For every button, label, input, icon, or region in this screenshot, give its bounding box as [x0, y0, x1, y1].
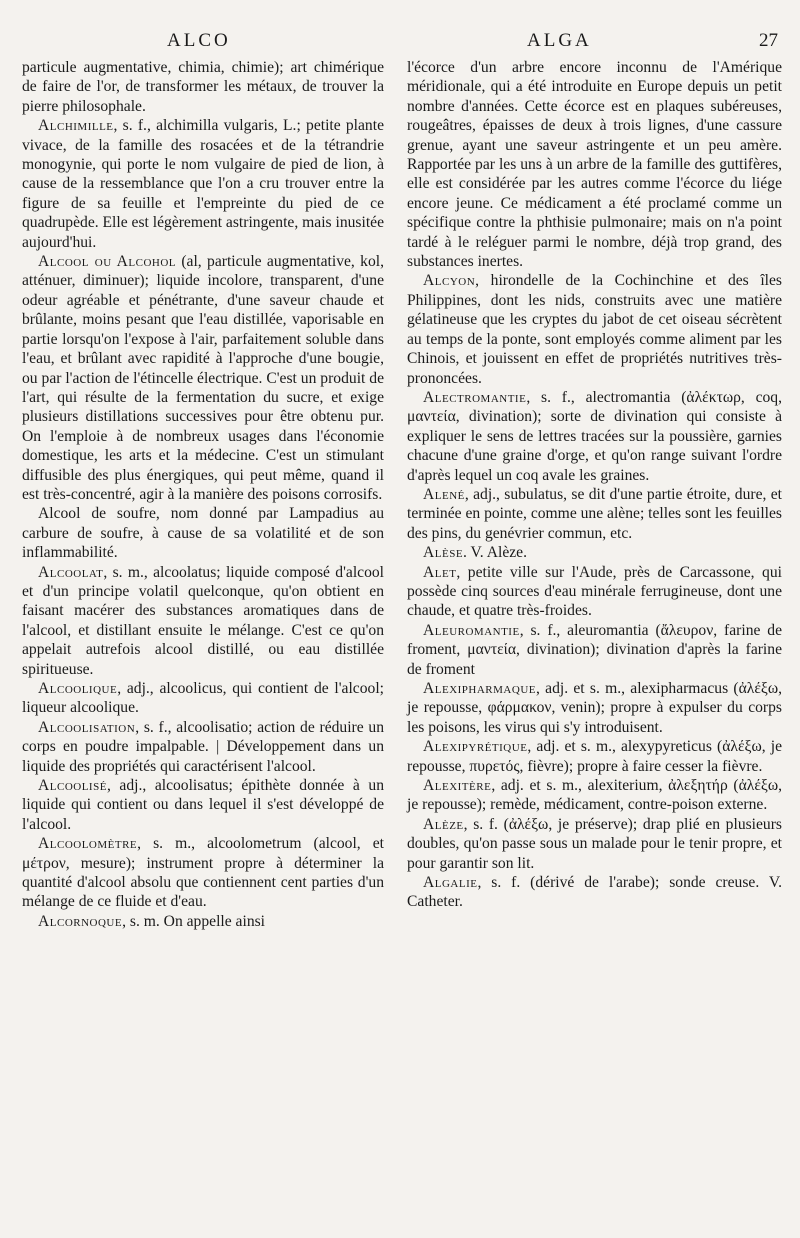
dictionary-entry: [22, 776, 384, 834]
dictionary-entry: [22, 679, 384, 718]
left-column: [22, 58, 384, 931]
entry-headword: Alet: [423, 563, 457, 581]
entry-definition: , adj. et s. m., alexipharmacus (ἀλέξω, je repousse, φάρμακον, venin); propre à expulser du corps les poisons, les virus qui s'y introduisent.: [407, 680, 782, 736]
entry-headword: Alectromantie: [423, 388, 527, 406]
dictionary-entry: [407, 271, 782, 387]
entry-headword: Alèse: [423, 544, 464, 562]
entry-definition: particule augmentative, chimia, chimie); art chimérique de faire de l'or, de transformer les métaux, de trouver la pierre philosophale.: [22, 59, 384, 115]
dictionary-entry: [407, 679, 782, 737]
entry-definition: , adj. et s. m., alexiterium, ἀλεξητήρ (ἀλέξω, je repousse); remède, médicament, contre-poison externe.: [407, 777, 782, 814]
entry-headword: Alcoolique: [38, 680, 118, 697]
entry-definition: l'écorce d'un arbre encore inconnu de l'Amérique méridionale, qui a été introduite en Europe depuis un petit nombre d'années. Cette écorce est en plaques subéreuses, rougeâtres, épaisses de deux à trois lignes, d'une cassure grenue, ayant une saveur astringente et un peu amère. Rapportée par les uns à un arbre de la famille des guttifères, elle est considérée par les autres comme l'écorce du liége encore jeune. Ce médicament a été proclamé comme un spécifique contre la phthisie pulmonaire; mais on n'a point tardé à le reléguer parmi le nombre, déjà trop grand, des substances inertes.: [407, 59, 782, 271]
dictionary-entry: [22, 58, 384, 116]
entry-definition: , adj., alcoolicus, qui contient de l'alcool; liqueur alcoolique.: [22, 680, 384, 717]
entry-definition: , adj. et s. m., alexypyreticus (ἀλέξω, je repousse, πυρετός, fièvre); propre à faire cesser la fièvre.: [407, 738, 782, 775]
right-column: [407, 58, 782, 931]
entry-definition: . V. Alèze.: [463, 544, 528, 562]
header-left-guide-word: ALCO: [167, 30, 231, 51]
entry-headword: Alchimille: [38, 117, 114, 135]
entry-definition: , petite ville sur l'Aude, près de Carcassone, qui possède cinq sources d'eau minérale ferrugineuse, dont une chaude, et quatre très-froides.: [407, 563, 782, 620]
dictionary-entry: [407, 815, 782, 873]
dictionary-entry: [22, 116, 384, 252]
two-column-body: [22, 58, 782, 931]
dictionary-entry: [407, 563, 782, 621]
dictionary-entry: [407, 388, 782, 485]
dictionary-entry: [22, 504, 384, 562]
entry-headword: Alèze: [423, 815, 464, 833]
dictionary-entry: [407, 543, 782, 562]
dictionary-entry: [22, 563, 384, 679]
entry-headword: Alcool ou Alcohol: [38, 253, 177, 271]
dictionary-entry: [22, 252, 384, 504]
entry-headword: Alexipharmaque: [423, 680, 536, 697]
entry-definition: , adj., subulatus, se dit d'une partie étroite, dure, et terminée en pointe, comme une alène; telles sont les feuilles des pins, du genévrier commun, etc.: [407, 485, 782, 542]
entry-definition: , s. f. (dérivé de l'arabe); sonde creuse. V. Catheter.: [407, 874, 782, 911]
entry-definition: , s. m., alcoolometrum (alcool, et μέτρον, mesure); instrument propre à déterminer la quantité d'alcool absolu que contiennent cent parties d'un mélange de ce fluide et d'eau.: [22, 835, 384, 911]
dictionary-entry: [407, 621, 782, 679]
entry-definition: Alcool de soufre, nom donné par Lampadius au carbure de soufre, à cause de sa volatilité et de son inflammabilité.: [22, 505, 384, 562]
entry-headword: Alexitère: [423, 777, 492, 795]
entry-definition: , s. f., alectromantia (ἀλέκτωρ, coq, μαντεία, divination); sorte de divination qui consiste à expliquer le sens de lettres tracées sur la poussière, garnies chacune d'une graine d'orge, et qu'on range suivant l'ordre d'après lequel un coq avale les graines.: [407, 388, 782, 484]
entry-headword: Alcoolomètre: [38, 835, 138, 853]
entry-headword: Alexipyrétique: [423, 738, 528, 756]
entry-definition: , s. m., alcoolatus; liquide composé d'alcool et d'un principe volatil quelconque, qu'on obtient en faisant macérer des substances aromatiques dans de l'alcool, et distillant ensuite le mélange. C'est ce qu'on appelait autrefois alcool distillé, ou eau distillée spiritueuse.: [22, 563, 384, 678]
page-number: 27: [759, 30, 778, 51]
entry-definition: , s. f. (ἀλέξω, je préserve); drap plié en plusieurs doubles, qu'on passe sous un malade pour le tenir propre, et pour garantir son lit.: [407, 815, 782, 872]
entry-definition: , s. f., alchimilla vulgaris, L.; petite plante vivace, de la famille des rosacées et de la tétrandrie monogynie, qui porte le nom vulgaire de pied de lion, à cause de la ressemblance que l'on a cru trouver entre la figure de sa feuille et l'empreinte du pied de ce quadrupède. Elle est légèrement astringente, mais inusitée aujourd'hui.: [22, 117, 384, 251]
running-header: [22, 30, 782, 58]
dictionary-entry: [407, 58, 782, 271]
entry-definition: , s. f., alcoolisatio; action de réduire un corps en poudre impalpable. | Développement dans un liquide des propriétés qui caractérisent l'alcool.: [22, 718, 384, 775]
dictionary-entry: [407, 873, 782, 912]
entry-headword: Alcoolisation: [38, 718, 136, 736]
entry-headword: Alcyon: [423, 272, 476, 290]
entry-headword: Alcoolisé: [38, 777, 107, 795]
entry-definition: , s. f., aleuromantia (ἄλευρον, farine de froment, μαντεία, divination); divination d'après la farine de froment: [407, 621, 782, 678]
dictionary-entry: [22, 718, 384, 776]
header-right-guide-word: ALGA: [527, 30, 592, 51]
entry-headword: Alcornoque: [38, 912, 123, 930]
dictionary-entry: [22, 912, 384, 931]
dictionary-entry: [22, 834, 384, 912]
entry-headword: Aleuromantie: [423, 621, 520, 639]
entry-headword: Alcoolat: [38, 563, 104, 581]
entry-definition: , hirondelle de la Cochinchine et des îles Philippines, dont les nids, construits avec une matière gélatineuse que les cryptes du jabot de cet oiseau sécrètent au temps de la ponte, sont employés comme aliment par les Chinois, et jouissent en effet de propriétés nutritives très-prononcées.: [407, 272, 782, 387]
dictionary-entry: [407, 776, 782, 815]
entry-headword: Alené: [423, 485, 465, 503]
entry-definition: (al, particule augmentative, kol, atténuer, diminuer); liquide incolore, transparent, d'une odeur agréable et pénétrante, d'une saveur chaude et brûlante, moins pesant que l'eau distillée, vaporisable en partie lorsqu'on l'expose à l'air, parfaitement soluble dans l'eau, et brûlant avec rapidité à l'approche d'une bougie, ou par l'action de l'étincelle électrique. C'est un produit de l'art, qui résulte de la fermentation du sucre, et exige plusieurs distillations successives pour être obtenu pur. On l'emploie à de nombreux usages dans l'économie domestique, les arts et la médecine. C'est un stimulant diffusible des plus énergiques, qui peut même, quand il est très-concentré, agir à la manière des poisons corrosifs.: [22, 253, 384, 503]
dictionary-entry: [407, 485, 782, 543]
dictionary-entry: [407, 737, 782, 776]
entry-headword: Algalie: [423, 874, 478, 892]
entry-definition: , adj., alcoolisatus; épithète donnée à un liquide qui contient ou dans lequel il s'est développé de l'alcool.: [22, 777, 384, 833]
entry-definition: , s. m. On appelle ainsi: [122, 912, 266, 930]
